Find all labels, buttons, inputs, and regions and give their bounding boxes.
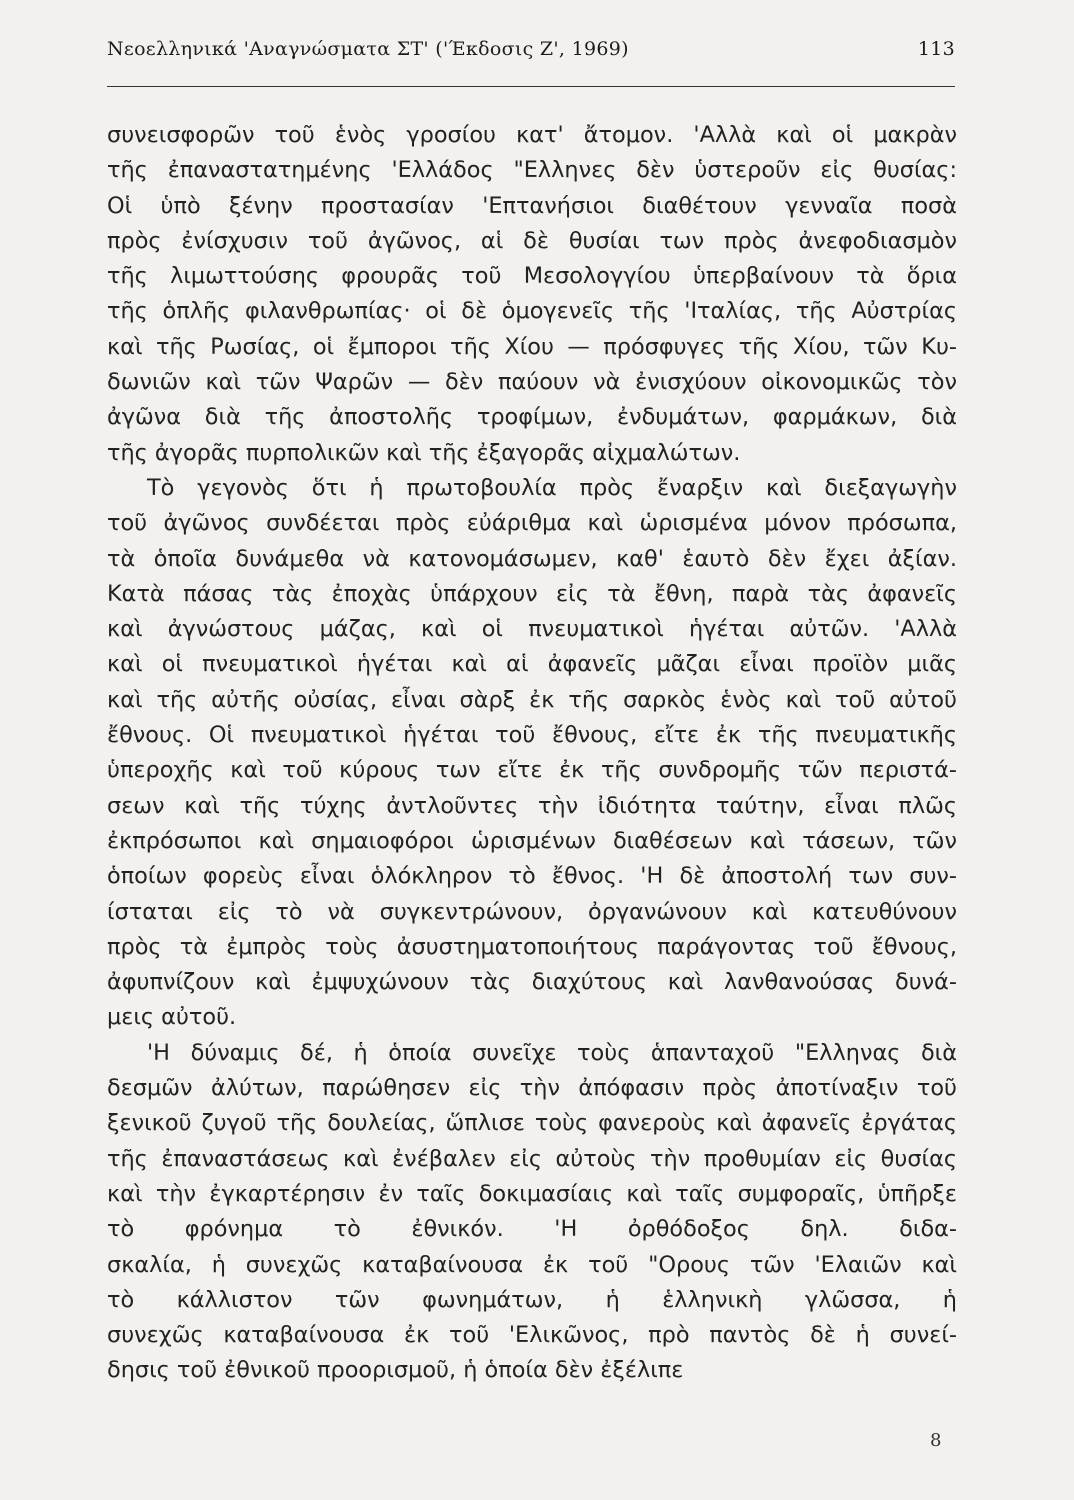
text-line: ίσταται εἰς τὸ νὰ συγκεντρώνουν, ὀργανώνουν καὶ κατευθύνουν <box>107 898 957 925</box>
text-line: δεσμῶν ἀλύτων, παρώθησεν εἰς τὴν ἀπόφασιν πρὸς ἀποτίναξιν τοῦ <box>107 1075 957 1102</box>
text-line: δωνιῶν καὶ τῶν Ψαρῶν — δὲν παύουν νὰ ἐνισχύουν οἰκονομικῶς τὸν <box>107 369 957 396</box>
text-line: καὶ τὴν ἐγκαρτέρησιν ἐν ταῖς δοκιμασίαις καὶ ταῖς συμφοραῖς, ὑπῆρξε <box>107 1180 957 1207</box>
paragraph <box>107 118 957 471</box>
text-line: Οἱ ὑπὸ ξένην προστασίαν 'Επτανήσιοι διαθέτουν γενναῖα ποσὰ <box>107 192 957 219</box>
text-line: συνεισφορῶν τοῦ ἑνὸς γροσίου κατ' ἄτομον. 'Αλλὰ καὶ οἱ μακρὰν <box>107 122 957 148</box>
paragraph <box>107 1036 957 1389</box>
text-line: μεις αὐτοῦ. <box>107 1004 237 1031</box>
text-line: τῆς ὁπλῆς φιλανθρωπίας· οἱ δὲ ὁμογενεῖς τῆς 'Ιταλίας, τῆς Αὐστρίας <box>107 298 957 325</box>
text-line: πρὸς ἐνίσχυσιν τοῦ ἀγῶνος, αἱ δὲ θυσίαι των πρὸς ἀνεφοδιασμὸν <box>107 227 957 254</box>
text-line: 'Η δύναμις δέ, ἡ ὁποία συνεῖχε τοὺς ἁπανταχοῦ "Ελληνας διὰ <box>147 1039 957 1066</box>
header-rule <box>107 86 955 87</box>
text-line: δησις τοῦ ἐθνικοῦ προορισμοῦ, ἡ ὁποία δὲν ἐξέλιπε <box>107 1357 684 1384</box>
body-text <box>107 118 957 1389</box>
running-title: Νεοελληνικά 'Αναγνώσματα ΣΤ' ('Έκδοσις Ζ', 1969) <box>107 38 629 60</box>
text-line: τὸ κάλλιστον τῶν φωνημάτων, ἡ ἑλληνικὴ γλῶσσα, ἡ <box>107 1286 957 1313</box>
signature-mark: 8 <box>930 1430 942 1451</box>
text-line: τῆς ἐπαναστατημένης 'Ελλάδος "Ελληνες δὲν ὑστεροῦν εἰς θυσίας: <box>107 157 957 184</box>
text-line: Κατὰ πάσας τὰς ἐποχὰς ὑπάρχουν εἰς τὰ ἔθνη, παρὰ τὰς ἀφανεῖς <box>107 580 957 607</box>
text-line: καὶ τῆς Ρωσίας, οἱ ἔμποροι τῆς Χίου — πρόσφυγες τῆς Χίου, τῶν Κυ- <box>107 333 957 360</box>
text-line: Τὸ γεγονὸς ὅτι ἡ πρωτοβουλία πρὸς ἔναρξιν καὶ διεξαγωγὴν <box>147 474 957 501</box>
text-line: τὰ ὁποῖα δυνάμεθα νὰ κατονομάσωμεν, καθ' ἑαυτὸ δὲν ἔχει ἀξίαν. <box>107 545 957 572</box>
page-number: 113 <box>917 38 955 60</box>
text-line: τῆς ἀγορᾶς πυρπολικῶν καὶ τῆς ἐξαγορᾶς αἰχμαλώτων. <box>107 439 741 466</box>
text-line: σεων καὶ τῆς τύχης ἀντλοῦντες τὴν ἰδιότητα ταύτην, εἶναι πλῶς <box>107 792 957 819</box>
text-line: τοῦ ἀγῶνος συνδέεται πρὸς εὐάριθμα καὶ ὡρισμένα μόνον πρόσωπα, <box>107 510 957 537</box>
running-header <box>107 38 955 60</box>
text-line: καὶ ἀγνώστους μάζας, καὶ οἱ πνευματικοὶ ἡγέται αὐτῶν. 'Αλλὰ <box>107 616 957 643</box>
text-line: καὶ τῆς αὐτῆς οὐσίας, εἶναι σὰρξ ἐκ τῆς σαρκὸς ἑνὸς καὶ τοῦ αὐτοῦ <box>107 686 957 713</box>
text-line: καὶ οἱ πνευματικοὶ ἡγέται καὶ αἱ ἀφανεῖς μᾶζαι εἶναι προϊὸν μιᾶς <box>107 651 957 678</box>
text-line: πρὸς τὰ ἐμπρὸς τοὺς ἀσυστηματοποιήτους παράγοντας τοῦ ἔθνους, <box>107 933 957 960</box>
text-line: ἀφυπνίζουν καὶ ἐμψυχώνουν τὰς διαχύτους καὶ λανθανούσας δυνά- <box>107 969 957 996</box>
text-line: τῆς λιμωττούσης φρουρᾶς τοῦ Μεσολογγίου ὑπερβαίνουν τὰ ὅρια <box>107 263 957 290</box>
text-line: ξενικοῦ ζυγοῦ τῆς δουλείας, ὥπλισε τοὺς φανεροὺς καὶ ἀφανεῖς ἐργάτας <box>107 1110 957 1137</box>
text-line: ἔθνους. Οἱ πνευματικοὶ ἡγέται τοῦ ἔθνους, εἴτε ἐκ τῆς πνευματικῆς <box>107 722 957 749</box>
text-line: σκαλία, ἡ συνεχῶς καταβαίνουσα ἐκ τοῦ "Ορους τῶν 'Ελαιῶν καὶ <box>107 1251 957 1278</box>
text-line: ὁποίων φορεὺς εἶναι ὁλόκληρον τὸ ἔθνος. 'Η δὲ ἀποστολή των συν- <box>107 863 957 890</box>
text-line: ἀγῶνα διὰ τῆς ἀποστολῆς τροφίμων, ἐνδυμάτων, φαρμάκων, διὰ <box>107 404 957 431</box>
text-line: τῆς ἐπαναστάσεως καὶ ἐνέβαλεν εἰς αὐτοὺς τὴν προθυμίαν εἰς θυσίας <box>107 1145 957 1172</box>
text-line: συνεχῶς καταβαίνουσα ἐκ τοῦ 'Ελικῶνος, πρὸ παντὸς δὲ ἡ συνεί- <box>107 1322 957 1349</box>
text-line: ἐκπρόσωποι καὶ σημαιοφόροι ὡρισμένων διαθέσεων καὶ τάσεων, τῶν <box>107 827 957 854</box>
text-line: τὸ φρόνημα τὸ ἐθνικόν. 'Η ὀρθόδοξος δηλ. διδα- <box>107 1216 957 1243</box>
text-line: ὑπεροχῆς καὶ τοῦ κύρους των εἴτε ἐκ τῆς συνδρομῆς τῶν περιστά- <box>107 757 957 784</box>
paragraph <box>107 471 957 1036</box>
